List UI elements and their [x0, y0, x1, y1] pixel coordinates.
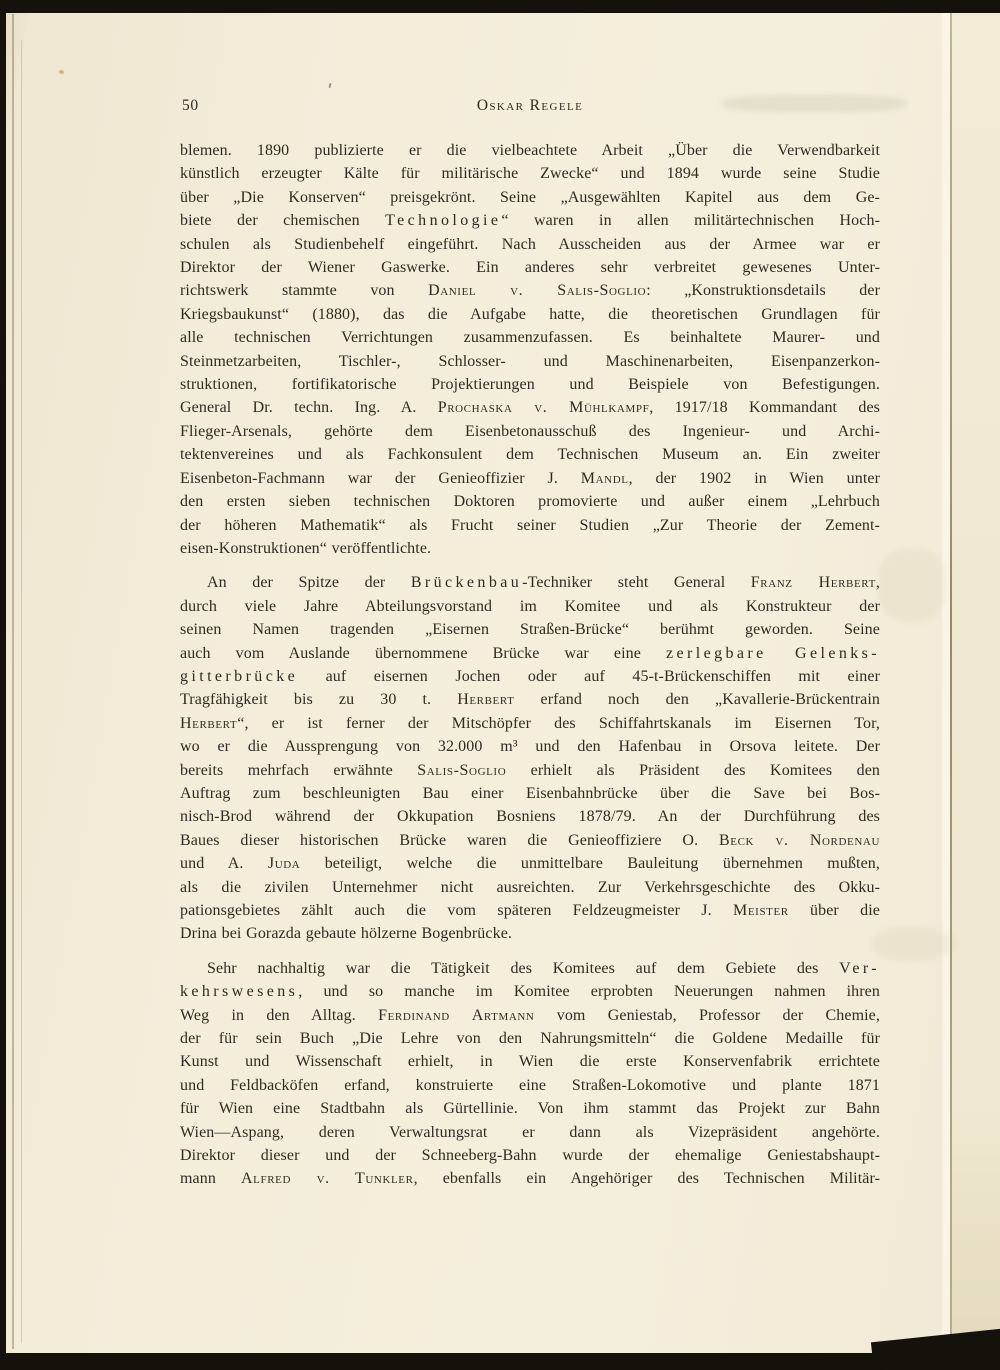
person-name: Herbert — [457, 691, 515, 709]
text-segment: Baues dieser historischen Brücke waren die Genieoffiziere O. — [180, 831, 719, 849]
text-line — [180, 443, 880, 466]
text-segment: pationsgebietes zählt auch die vom späteren Feldzeugmeister J. — [180, 902, 734, 919]
text-segment: Eisenbeton-Fachmann war der Genieoffizier J. — [180, 469, 581, 487]
emphasized-spaced-text: zerlegbare Gelenks- — [666, 644, 880, 662]
text-line — [180, 665, 880, 688]
emphasized-spaced-text: Brückenbau — [410, 574, 523, 592]
text-segment: über „Die Konserven“ preisgekrönt. Seine „Ausgewählten Kapitel aus dem Ge- — [180, 188, 880, 206]
text-segment: auch vom Auslande übernommene Brücke war eine — [180, 644, 667, 662]
text-line — [180, 326, 880, 349]
text-segment: Wien—Aspang, deren Verwaltungsrat er dann als Vizepräsident angehörte. — [180, 1123, 880, 1141]
running-head: Oskar Regele — [476, 97, 584, 114]
text-line — [180, 279, 880, 302]
text-segment: Kunst und Wissenschaft erhielt, in Wien die erste Konservenfabrik errichtete — [180, 1053, 880, 1071]
text-segment: Auftrag zum beschleunigten Bau einer Eisenbahnbrücke über die Save bei Bos- — [180, 784, 880, 802]
text-segment: Direktor der Wiener Gaswerke. Ein anderes sehr verbreitet gewesenes Unter- — [180, 259, 880, 277]
text-line — [180, 852, 880, 875]
person-name: Herbert — [180, 714, 238, 732]
page-header — [180, 97, 880, 117]
text-segment: erhielt als Präsident des Komitees den — [506, 761, 880, 779]
text-segment: , 1917/18 Kommandant des — [649, 399, 880, 417]
text-segment: eisen-Konstruktionen“ veröffentlichte. — [180, 539, 432, 557]
gutter-shadow-line — [950, 13, 952, 1353]
text-segment: Weg in den Alltag. — [180, 1006, 379, 1024]
text-line — [180, 595, 880, 618]
text-line — [180, 1004, 880, 1027]
adjacent-page-sliver — [952, 13, 1000, 1353]
text-segment: den ersten sieben technischen Doktoren promovierte und außer einem „Lehrbuch — [180, 493, 880, 511]
text-segment: der für sein Buch „Die Lehre von den Nahrungsmitteln“ die Goldene Medaille für — [180, 1030, 880, 1048]
text-segment: als die zivilen Unternehmer nicht ausreichten. Zur Verkehrsgeschichte des Okku- — [180, 878, 880, 896]
text-line — [180, 642, 880, 665]
text-segment: Tragfähigkeit bis zu 30 t. — [180, 691, 458, 709]
text-line — [180, 1121, 880, 1144]
text-segment: General Dr. techn. Ing. A. — [180, 399, 438, 417]
text-line — [180, 350, 880, 373]
text-line — [180, 537, 880, 560]
emphasized-spaced-text: gitterbrücke — [180, 667, 299, 685]
text-line — [180, 805, 880, 828]
emphasized-spaced-text: kehrswesens — [180, 983, 299, 1001]
text-segment: -Techniker steht General — [522, 574, 751, 592]
text-segment: bereits mehrfach erwähnte — [180, 761, 418, 779]
text-line — [180, 396, 880, 419]
text-segment: struktionen, fortifikatorische Projektierungen und Beispiele von Befestigungen. — [180, 376, 880, 394]
text-segment: alle technischen Verrichtungen zusammenzufassen. Es beinhaltete Maurer- und — [180, 329, 880, 347]
page-number: 50 — [182, 97, 199, 114]
text-segment: künstlich erzeugter Kälte für militärische Zwecke“ und 1894 wurde seine Studie — [180, 165, 880, 183]
text-segment: seinen Namen tragenden „Eisernen Straßen-Brücke“ berühmt geworden. Seine — [180, 621, 880, 639]
text-segment: “, er ist ferner der Mitschöpfer des Schiffahrtskanals im Eisernen Tor, — [237, 714, 880, 732]
text-segment: vom Geniestab, Professor der Chemie, — [534, 1006, 880, 1024]
text-segment: Flieger-Arsenals, gehörte dem Eisenbetonausschuß des Ingenieur- und Archi- — [180, 422, 880, 440]
text-line — [180, 256, 880, 279]
text-line — [180, 735, 880, 758]
text-line — [180, 712, 880, 735]
text-line — [180, 980, 880, 1003]
person-name: Prochaska v. Mühlkampf — [437, 399, 650, 417]
text-segment: auf eisernen Jochen oder auf 45-t-Brückenschiffen mit einer — [298, 667, 880, 685]
text-line — [180, 1097, 880, 1120]
text-segment: und A. — [180, 855, 268, 873]
person-name: Juda — [267, 855, 301, 873]
text-line — [180, 1144, 880, 1167]
text-line — [180, 186, 880, 209]
text-segment: Drina bei Gorazda gebaute hölzerne Bogenbrücke. — [180, 925, 512, 943]
person-name: Alfred v. Tunkler — [241, 1170, 414, 1188]
person-name: Meister — [733, 902, 789, 919]
text-line — [180, 139, 880, 162]
text-segment: mann — [180, 1170, 242, 1188]
person-name: Ferdinand Artmann — [378, 1006, 535, 1024]
emphasized-spaced-text: Ver- — [839, 959, 880, 977]
text-segment: “ waren in allen militärtechnischen Hoch- — [501, 212, 880, 230]
text-segment: und Feldbacköfen erfand, konstruierte eine Straßen-Lokomotive und plante 1871 — [180, 1076, 880, 1094]
text-line — [180, 514, 880, 537]
page-body — [180, 139, 880, 1191]
text-line — [180, 571, 880, 594]
text-segment: Steinmetzarbeiten, Tischler-, Schlosser- und Maschinenarbeiten, Eisenpanzerkon- — [180, 352, 880, 370]
text-line — [180, 373, 880, 396]
text-line — [180, 303, 880, 326]
paragraph — [180, 139, 880, 560]
emphasized-spaced-text: Technologie — [385, 212, 502, 230]
text-segment: Kriegsbaukunst“ (1880), das die Aufgabe hatte, die theoretischen Grundlagen für — [180, 305, 880, 323]
text-segment: tektenvereines und als Fachkonsulent dem Technischen Museum an. Ein zweiter — [180, 446, 880, 464]
text-line — [180, 1027, 880, 1050]
text-line — [180, 1050, 880, 1073]
text-segment: , ebenfalls ein Angehöriger des Technischen Militär- — [413, 1170, 880, 1188]
text-segment: wo er die Aussprengung von 32.000 m³ und den Hafenbau in Orsova leitete. Der — [180, 738, 880, 756]
text-line — [180, 829, 880, 852]
paragraph — [180, 571, 880, 946]
text-line — [180, 1167, 880, 1190]
paragraph — [180, 957, 880, 1191]
text-line — [180, 209, 880, 232]
page-stack-edge — [12, 14, 14, 1349]
text-segment: nisch-Brod während der Okkupation Bosniens 1878/79. An der Durchführung des — [180, 808, 880, 826]
text-segment: Direktor dieser und der Schneeberg-Bahn wurde der ehemalige Geniestabshaupt- — [180, 1147, 880, 1165]
text-segment: blemen. 1890 publizierte er die vielbeachtete Arbeit „Über die Verwendbarkeit — [180, 142, 880, 159]
gutter-highlight — [942, 13, 950, 1353]
text-segment: biete der chemischen — [180, 212, 386, 230]
person-name: Beck v. Nordenau — [719, 831, 880, 849]
text-segment: erfand noch den „Kavallerie-Brückentrain — [514, 691, 880, 709]
text-line — [180, 922, 880, 945]
text-line — [180, 162, 880, 185]
text-segment: schulen als Studienbehelf eingeführt. Nach Ausscheiden aus der Armee war er — [180, 235, 880, 253]
text-segment: Sehr nachhaltig war die Tätigkeit des Komitees auf dem Gebiete des — [207, 959, 840, 977]
text-segment: für Wien eine Stadtbahn als Gürtellinie. Von ihm stammt das Projekt zur Bahn — [180, 1100, 880, 1118]
text-line — [180, 782, 880, 805]
text-column — [180, 97, 880, 1191]
text-line — [180, 876, 880, 899]
text-segment: , der 1902 in Wien unter — [628, 469, 881, 487]
text-segment: durch viele Jahre Abteilungsvorstand im Komitee und als Konstrukteur der — [180, 597, 880, 615]
text-line — [180, 618, 880, 641]
text-segment: : „Konstruktionsdetails der — [646, 282, 881, 300]
person-name: Salis-Soglio — [417, 761, 507, 779]
text-line — [180, 490, 880, 513]
text-line — [180, 1074, 880, 1097]
text-line — [180, 467, 880, 490]
text-line — [180, 759, 880, 782]
person-name: Franz Herbert — [750, 574, 876, 592]
text-line — [180, 420, 880, 443]
text-line — [180, 899, 880, 922]
person-name: Daniel v. Salis-Soglio — [428, 282, 647, 300]
page-stack-edge — [21, 40, 22, 1343]
text-segment: richtswerk stammte von — [180, 282, 429, 300]
text-line — [180, 688, 880, 711]
text-segment: der höheren Mathematik“ als Frucht seiner Studien „Zur Theorie der Zement- — [180, 516, 880, 534]
text-line — [180, 957, 880, 980]
text-segment: , und so manche im Komitee erprobten Neuerungen nahmen ihren — [298, 983, 880, 1001]
text-segment: An der Spitze der — [207, 574, 411, 592]
text-segment: , — [875, 574, 880, 592]
person-name: Mandl — [580, 469, 629, 487]
text-line — [180, 233, 880, 256]
text-segment: über die — [788, 902, 880, 919]
text-segment: beteiligt, welche die unmittelbare Bauleitung übernehmen mußten, — [300, 855, 880, 873]
